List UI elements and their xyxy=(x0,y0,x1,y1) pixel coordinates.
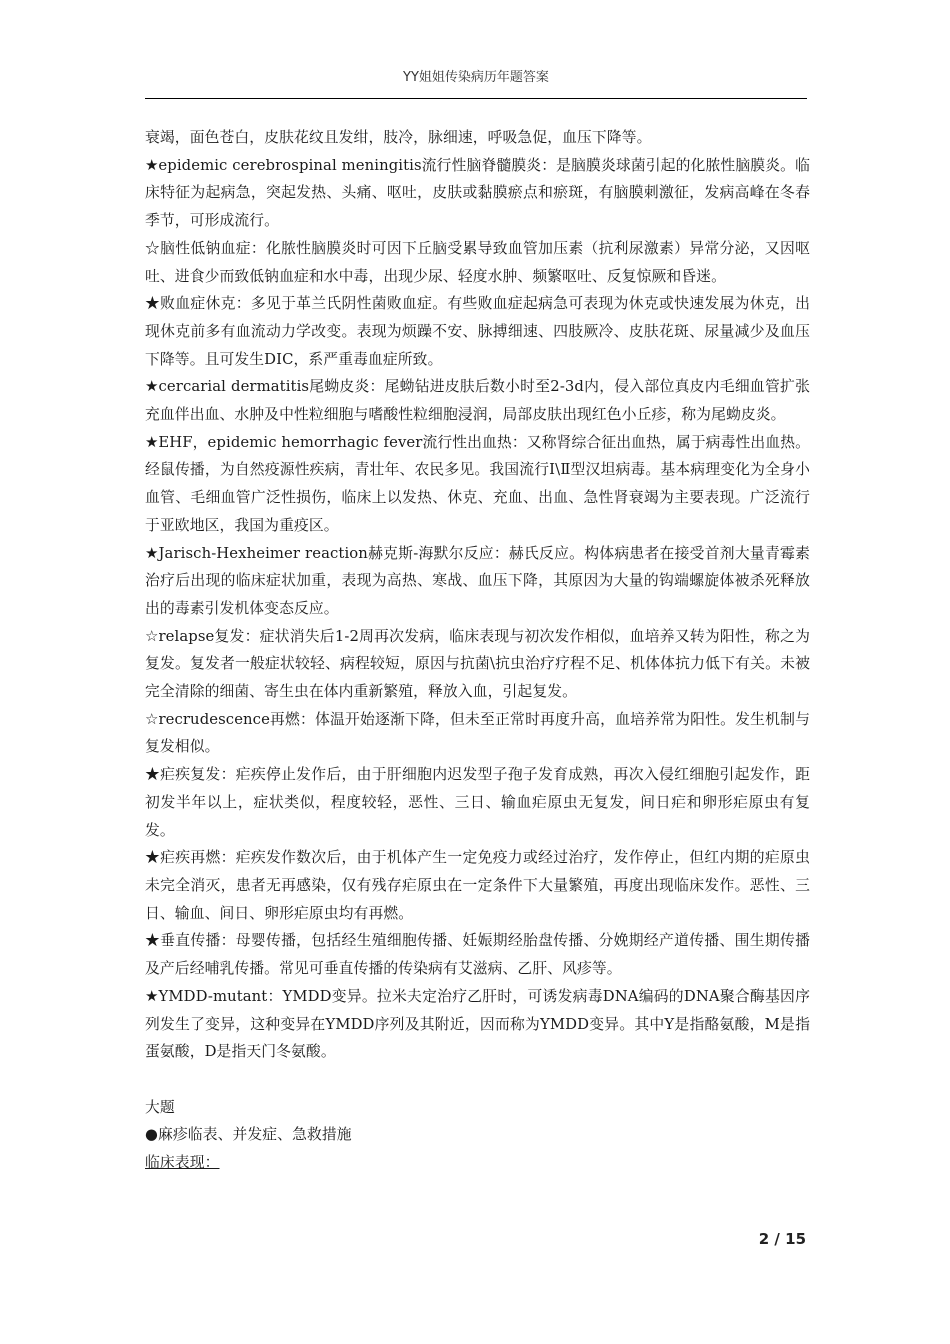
paragraph: ★EHF，epidemic hemorrhagic fever流行性出血热：又称肾综合征出血热，属于病毒性出血热。经鼠传播，为自然疫源性疾病，青壮年、农民多见。我国流行Ⅰ\Ⅱ型汉坦病毒。基本病理变化为全身小血管、毛细血管广泛性损伤，临床上以发热、休克、充血、出血、急性肾衰竭为主要表现。广泛流行于亚欧地区，我国为重疫区。 xyxy=(145,433,810,534)
paragraph: ★垂直传播：母婴传播，包括经生殖细胞传播、妊娠期经胎盘传播、分娩期经产道传播、围生期传播及产后经哺乳传播。常见可垂直传播的传染病有艾滋病、乙肝、风疹等。 xyxy=(145,932,810,978)
paragraph: ★疟疾再燃：疟疾发作数次后，由于机体产生一定免疫力或经过治疗，发作停止，但红内期的疟原虫未完全消灭，患者无再感染，仅有残存疟原虫在一定条件下大量繁殖，再度出现临床发作。恶性、三日、输血、间日、卵形疟原虫均有再燃。 xyxy=(145,849,810,922)
paragraph: ★YMDD-mutant：YMDD变异。拉米夫定治疗乙肝时，可诱发病毒DNA编码的DNA聚合酶基因序列发生了变异，这种变异在YMDD序列及其附近，因而称为YMDD变异。其中Y是指酪氨酸，M是指蛋氨酸，D是指天门冬氨酸。 xyxy=(145,987,810,1061)
header-divider xyxy=(145,98,807,99)
section-item: ●麻疹临表、并发症、急救措施 xyxy=(145,1126,352,1144)
paragraph: ☆relapse复发：症状消失后1-2周再次发病，临床表现与初次发作相似，血培养又转为阳性，称之为复发。复发者一般症状较轻、病程较短，原因与抗菌\抗虫治疗疗程不足、机体体抗力低下有关。未被完全清除的细菌、寄生虫在体内重新繁殖，释放入血，引起复发。 xyxy=(145,627,810,701)
paragraph: ★epidemic cerebrospinal meningitis流行性脑脊髓膜炎：是脑膜炎球菌引起的化脓性脑膜炎。临床特征为起病急，突起发热、头痛、呕吐，皮肤或黏膜瘀点和瘀斑，有脑膜刺激征，发病高峰在冬春季节，可形成流行。 xyxy=(145,156,810,230)
document-body xyxy=(145,124,810,1177)
paragraph: ★cercarial dermatitis尾蚴皮炎：尾蚴钻进皮肤后数小时至2-3d内，侵入部位真皮内毛细血管扩张充血伴出血、水肿及中性粒细胞与嗜酸性粒细胞浸润，局部皮肤出现红色小丘疹，称为尾蚴皮炎。 xyxy=(145,378,810,424)
paragraph: ☆recrudescence再燃：体温开始逐渐下降，但未至正常时再度升高，血培养常为阳性。发生机制与复发相似。 xyxy=(145,710,810,756)
subheading: 临床表现： xyxy=(145,1154,220,1171)
paragraph: ★败血症休克：多见于革兰氏阴性菌败血症。有些败血症起病急可表现为休克或快速发展为休克，出现休克前多有血流动力学改变。表现为烦躁不安、脉搏细速、四肢厥冷、皮肤花斑、尿量减少及血压下降等。且可发生DIC，系严重毒血症所致。 xyxy=(145,295,810,368)
page-header: YY姐姐传染病历年题答案 xyxy=(403,70,549,85)
paragraph: ★Jarisch-Hexheimer reaction赫克斯-海默尔反应：赫氏反应。构体病患者在接受首剂大量青霉素治疗后出现的临床症状加重，表现为高热、寒战、血压下降，其原因为大量的钩端螺旋体被杀死释放出的毒素引发机体变态反应。 xyxy=(145,544,810,617)
paragraph: ★疟疾复发：疟疾停止发作后，由于肝细胞内迟发型子孢子发育成熟，再次入侵红细胞引起发作，距初发半年以上，症状类似，程度较轻，恶性、三日、输血疟原虫无复发，间日疟和卵形疟原虫有复发。 xyxy=(145,766,810,839)
page-number: 2 / 15 xyxy=(758,1230,806,1248)
blank-line xyxy=(145,1066,810,1094)
paragraph: ☆脑性低钠血症：化脓性脑膜炎时可因下丘脑受累导致血管加压素（抗利尿激素）异常分泌，又因呕吐、进食少而致低钠血症和水中毒，出现少尿、轻度水肿、频繁呕吐、反复惊厥和昏迷。 xyxy=(145,239,810,285)
section-title: 大题 xyxy=(145,1098,175,1116)
paragraph: 衰竭，面色苍白，皮肤花纹且发绀，肢冷，脉细速，呼吸急促，血压下降等。 xyxy=(145,129,652,146)
